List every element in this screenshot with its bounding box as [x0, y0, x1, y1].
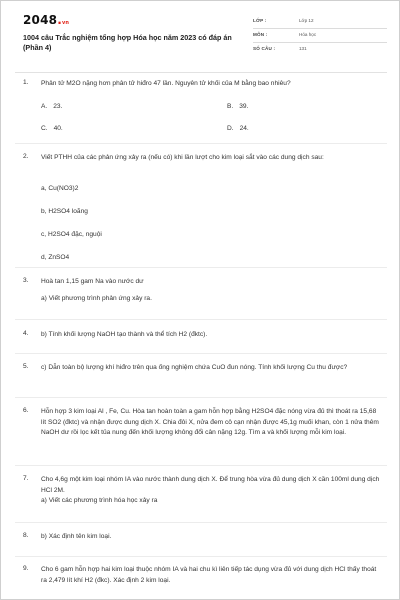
- meta-row-count: [253, 43, 387, 57]
- sub-item: c, H2SO4 đặc, nguội: [41, 231, 102, 238]
- question-text: Hoà tan 1,15 gam Na vào nước dư: [41, 278, 144, 285]
- question-number: 7.: [23, 475, 29, 482]
- question-number: 5.: [23, 363, 29, 370]
- question-number: 6.: [23, 407, 29, 414]
- meta-row-subject: [253, 29, 387, 43]
- question-text: b) Xác định tên kim loại.: [41, 533, 112, 540]
- sub-item: b, H2SO4 loãng: [41, 208, 88, 215]
- question-text: Cho 6 gam hỗn hợp hai kim loại thuộc nhóm IA và hai chu kì liên tiếp tác dụng vừa đủ với dung dịch HCl thấy thoát ra 2,479 lít khí H2 (đkc). Xác định 2 kim loại.: [41, 566, 377, 584]
- option-b[interactable]: [227, 103, 248, 110]
- question-text: b) Tính khối lượng NaOH tạo thành và thể tích H2 (đktc).: [41, 331, 208, 338]
- question-text: Phân tử M2O nặng hơn phân tử hiđro 47 lần. Nguyên tử khối của M bằng bao nhiêu?: [41, 80, 291, 87]
- meta-key: LỚP :: [253, 18, 267, 23]
- question-divider: [15, 465, 387, 466]
- question-text: Viết PTHH của các phản ứng xảy ra (nếu có) khi lần lượt cho kim loại sắt vào các dung dịch sau:: [41, 154, 324, 161]
- question-divider: [15, 267, 387, 268]
- logo-dot: .: [57, 13, 62, 27]
- option-c[interactable]: [41, 125, 63, 132]
- option-key: A.: [41, 103, 48, 110]
- option-text: 39.: [239, 103, 249, 110]
- question-text: Cho 4,6g một kim loại nhóm IA vào nước thành dung dịch X. Để trung hòa vừa đủ dung dịch X cần 100ml dung dịch HCl 2M.: [41, 476, 380, 494]
- meta-value: Lớp 12: [299, 18, 314, 23]
- question-number: 3.: [23, 277, 29, 284]
- question-number: 9.: [23, 565, 29, 572]
- page-header: [15, 11, 387, 69]
- option-text: 24.: [239, 125, 249, 132]
- site-logo[interactable]: [23, 13, 69, 27]
- logo-tld: vn: [61, 20, 70, 26]
- question-divider: [15, 143, 387, 144]
- meta-value: 131: [299, 46, 307, 51]
- meta-table: [253, 15, 387, 57]
- question-divider: [15, 397, 387, 398]
- question-divider: [15, 319, 387, 320]
- option-text: 40.: [53, 125, 63, 132]
- sub-item: a) Viết phương trình phản ứng xảy ra.: [41, 295, 152, 302]
- option-key: C.: [41, 125, 48, 132]
- option-key: D.: [227, 125, 234, 132]
- question-divider: [15, 353, 387, 354]
- meta-key: SỐ CÂU :: [253, 46, 276, 51]
- sub-item: a, Cu(NO3)2: [41, 185, 79, 192]
- meta-value: Hóa học: [299, 32, 317, 37]
- question-divider: [15, 522, 387, 523]
- option-key: B.: [227, 103, 234, 110]
- header-divider: [15, 72, 387, 73]
- meta-row-class: [253, 15, 387, 29]
- sub-item: a) Viết các phương trình hóa học xảy ra: [41, 497, 158, 504]
- sub-item: d, ZnSO4: [41, 254, 70, 261]
- question-text: Hỗn hợp 3 kim loại Al , Fe, Cu. Hòa tan hoàn toàn a gam hỗn hợp bằng H2SO4 đặc nóng vừa đủ thì thoát ra 15,68 lít SO2 (đktc) và nhận được dung dịch X. Chia đôi X, nửa đem cô cạn nhận được 45,1g muối khan, còn 1 nửa thêm NaOH dư rồi lọc kết tủa nung đến khối lượng không đổi cân nặng 12g. Tìm a và khối lượng mỗi kim loại.: [41, 408, 379, 436]
- option-d[interactable]: [227, 125, 249, 132]
- option-a[interactable]: [41, 103, 62, 110]
- question-number: 2.: [23, 153, 29, 160]
- question-text: c) Dẫn toàn bộ lượng khí hiđro trên qua ống nghiệm chứa CuO đun nóng. Tính khối lượng Cu thu được?: [41, 364, 348, 371]
- logo-text: 2048: [23, 13, 58, 27]
- question-number: 4.: [23, 330, 29, 337]
- question-number: 1.: [23, 79, 29, 86]
- question-divider: [15, 556, 387, 557]
- meta-key: MÔN :: [253, 32, 268, 37]
- question-number: 8.: [23, 532, 29, 539]
- page-title: 1004 câu Trắc nghiệm tổng hợp Hóa học năm 2023 có đáp án (Phần 4): [23, 33, 232, 52]
- option-text: 23.: [53, 103, 63, 110]
